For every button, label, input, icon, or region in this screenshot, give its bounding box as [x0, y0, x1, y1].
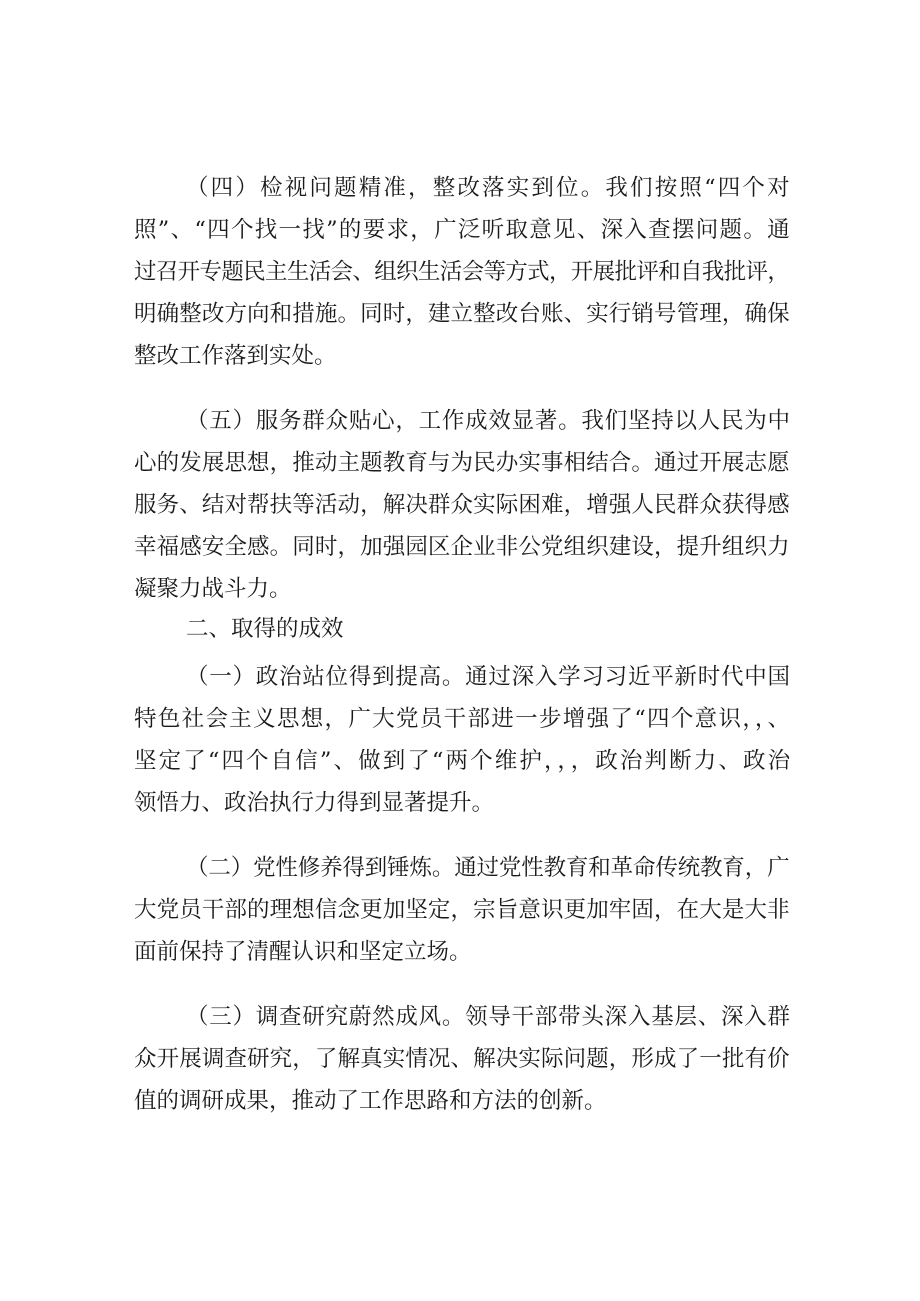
text-line: 众开展调查研究，了解真实情况、解决实际问题，形成了一批有价 [134, 1046, 790, 1072]
text-line: 凝聚力战斗力。 [134, 576, 292, 602]
text-line: 服务、结对帮扶等活动，解决群众实际困难，增强人民群众获得感 [134, 492, 790, 518]
text-line: 心的发展思想，推动主题教育与为民办实事相结合。通过开展志愿 [134, 450, 790, 476]
text-line: 照”、“四个找一找”的要求，广泛听取意见、深入查摆问题。通 [134, 217, 791, 243]
text-line: 值的调研成果，推动了工作思路和方法的创新。 [134, 1088, 607, 1114]
text-line: 过召开专题民主生活会、组织生活会等方式，开展批评和自我批评， [134, 259, 790, 285]
text-line: 面前保持了清醒认识和坚定立场。 [134, 939, 472, 965]
text-line: （二）党性修养得到锤炼。通过党性教育和革命传统教育，广 [186, 855, 790, 881]
text-line: 明确整改方向和措施。同时，建立整改台账、实行销号管理，确保 [134, 301, 790, 327]
text-line: 幸福感安全感。同时，加强园区企业非公党组织建设，提升组织力 [134, 534, 790, 560]
text-line: 整改工作落到实处。 [134, 343, 337, 369]
text-line: 大党员干部的理想信念更加坚定，宗旨意识更加牢固，在大是大非 [134, 897, 790, 923]
heading-text: 二、取得的成效 [186, 616, 344, 642]
text-line: （五）服务群众贴心，工作成效显著。我们坚持以人民为中 [186, 408, 791, 434]
text-line: （一）政治站位得到提高。通过深入学习习近平新时代中国 [186, 664, 791, 690]
text-line: 领悟力、政治执行力得到显著提升。 [134, 790, 495, 816]
text-line: 特色社会主义思想，广大党员干部进一步增强了“四个意识，，、 [134, 706, 792, 732]
text-line: 坚定了“四个自信”、做到了“两个维护，，，政治判断力、政治 [134, 748, 793, 774]
text-line: （四）检视问题精准，整改落实到位。我们按照“四个对 [186, 175, 792, 201]
text-line: （三）调查研究蔚然成风。领导干部带头深入基层、深入群 [186, 1004, 791, 1030]
